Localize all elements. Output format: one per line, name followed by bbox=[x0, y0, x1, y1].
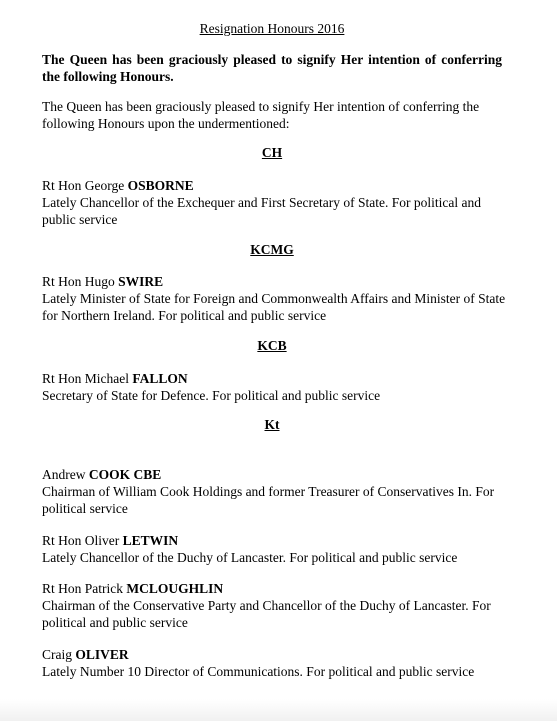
name-prefix: Rt Hon Patrick bbox=[42, 581, 127, 596]
honour-entry-osborne bbox=[42, 177, 507, 228]
heading-kt: Kt bbox=[264, 417, 280, 432]
document-title: Resignation Honours 2016 bbox=[199, 21, 345, 36]
honour-entry-letwin bbox=[42, 532, 507, 566]
honour-entry-fallon bbox=[42, 370, 507, 404]
name-surname: FALLON bbox=[132, 371, 188, 386]
name-surname: SWIRE bbox=[118, 274, 164, 289]
honour-entry-mcloughlin bbox=[42, 580, 507, 631]
name-prefix: Rt Hon Oliver bbox=[42, 533, 123, 548]
entry-name bbox=[42, 580, 507, 597]
intro-paragraph: The Queen has been graciously pleased to signify Her intention of conferring the following Honours upon the undermentioned: bbox=[42, 99, 480, 131]
name-prefix: Rt Hon George bbox=[42, 178, 128, 193]
name-surname: MCLOUGHLIN bbox=[126, 581, 224, 596]
heading-kcb: KCB bbox=[257, 338, 287, 353]
entry-name bbox=[42, 646, 507, 663]
entry-description: Chairman of the Conservative Party and Chancellor of the Duchy of Lancaster. For political and public service bbox=[42, 598, 491, 630]
entry-description: Lately Number 10 Director of Communications. For political and public service bbox=[42, 664, 475, 679]
entry-name bbox=[42, 466, 507, 483]
honour-entry-cook bbox=[42, 466, 507, 517]
page-bottom-shade bbox=[0, 699, 557, 721]
entry-name bbox=[42, 532, 507, 549]
heading-ch: CH bbox=[261, 145, 283, 160]
name-prefix: Andrew bbox=[42, 467, 89, 482]
name-prefix: Rt Hon Hugo bbox=[42, 274, 119, 289]
entry-name bbox=[42, 370, 507, 387]
intro-bold-paragraph: The Queen has been graciously pleased to signify Her intention of conferring the following Honours. bbox=[42, 52, 502, 84]
name-surname: LETWIN bbox=[122, 533, 179, 548]
entry-description: Chairman of William Cook Holdings and former Treasurer of Conservatives In. For political service bbox=[42, 484, 495, 516]
name-surname: OLIVER bbox=[75, 647, 129, 662]
heading-kcmg: KCMG bbox=[250, 242, 294, 257]
entry-description: Lately Chancellor of the Duchy of Lancaster. For political and public service bbox=[42, 550, 458, 565]
name-prefix: Rt Hon Michael bbox=[42, 371, 133, 386]
name-surname: COOK CBE bbox=[88, 467, 162, 482]
honour-entry-oliver bbox=[42, 646, 507, 680]
name-prefix: Craig bbox=[42, 647, 76, 662]
entry-description: Lately Chancellor of the Exchequer and First Secretary of State. For political and public service bbox=[42, 195, 481, 227]
honour-entry-swire bbox=[42, 273, 507, 324]
entry-description: Lately Minister of State for Foreign and Commonwealth Affairs and Minister of State for Northern Ireland. For political and public service bbox=[42, 291, 506, 323]
entry-name bbox=[42, 177, 507, 194]
entry-description: Secretary of State for Defence. For political and public service bbox=[42, 388, 381, 403]
entry-name bbox=[42, 273, 507, 290]
name-surname: OSBORNE bbox=[127, 178, 194, 193]
